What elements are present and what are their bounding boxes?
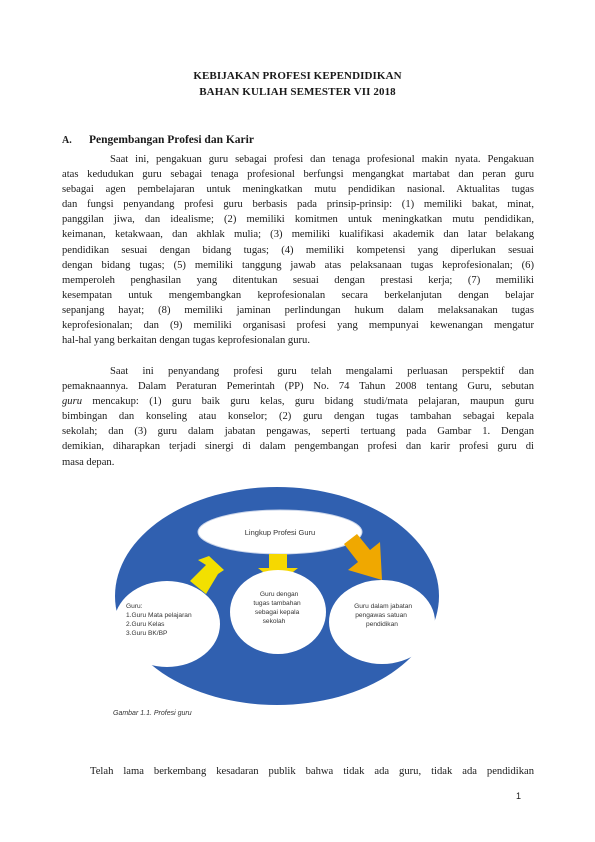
section-heading <box>62 134 254 146</box>
paragraph-line: sebagai agen pembelajaran untuk meningkatkan mutu pendidikan nasional. Aktualitas tugas <box>62 184 534 196</box>
middle-circle-line: Guru dengan <box>259 591 299 598</box>
diagram-svg <box>112 484 442 716</box>
middle-circle-line: tugas tambahan <box>253 600 301 607</box>
page-number: 1 <box>516 791 522 801</box>
paragraph-2 <box>62 364 534 470</box>
paragraph-line: keimanan, ketakwaan, dan akhlak mulia; (3) memiliki kualifikasi akademik dan latar belakang <box>62 229 534 241</box>
right-circle-line: pendidikan <box>366 621 398 628</box>
paragraph-line: sepanjang hayat; (8) memiliki jaminan perlindungan hukum dalam melaksanakan tugas <box>62 304 534 316</box>
paragraph-1 <box>62 152 534 348</box>
paragraph-line: dengan bidang tugas; (5) memiliki tanggung jawab atas pelaksanaan tugas keprofesionalan; (6) <box>62 259 534 271</box>
paragraph-line: panggilan jiwa, dan idealisme; (2) memiliki komitmen untuk meningkatkan mutu pendidikan, <box>62 214 534 226</box>
paragraph-line: atas kedudukan guru sebagai tenaga profesional berfungsi mengangkat martabat dan peran guru <box>62 169 534 181</box>
profession-scope-diagram <box>112 484 442 716</box>
bottom-paragraph-line: Telah lama berkembang kesadaran publik bahwa tidak ada guru, tidak ada pendidikan <box>90 766 534 777</box>
middle-circle-line: sebagai kepala <box>254 609 300 616</box>
paragraph-line: pemaknaannya. Dalam Peraturan Pemerintah (PP) No. 74 Tahun 2008 tentang Guru, sebutan <box>62 381 534 393</box>
paragraph-line: pendidikan sesuai dengan bidang tugas; (4) memiliki kompetensi yang diperlukan sesuai <box>62 244 534 256</box>
paragraph-line: keprofesionalan; dan (9) memiliki organisasi profesi yang mempunyai kewenangan mengatur <box>62 320 534 332</box>
middle-circle-line: sekolah <box>262 618 286 625</box>
paragraph-line: Saat ini, pengakuan guru sebagai profesi dan tenaga profesional makin nyata. Pengakuan <box>110 154 534 165</box>
right-circle-line: Guru dalam jabatan <box>354 603 413 610</box>
section-number: A. <box>62 135 72 146</box>
paragraph-line: bimbingan dan konseling atau konselor; (2) guru dengan tugas tambahan sebagai kepala <box>62 411 534 423</box>
paragraph-line: dan fungsi penyandang profesi guru berbasis pada prinsip-prinsip: (1) memiliki bakat, minat, <box>62 199 534 211</box>
top-oval-label: Lingkup Profesi Guru <box>244 528 316 537</box>
paragraph-line: demikian, diharapkan terjadi sinergi di dalam pengembangan profesi dan karir profesi guru di <box>62 441 534 453</box>
line-text: mencakup: (1) guru baik guru kelas, guru bidang studi/mata pelajaran, maupun guru <box>82 396 534 408</box>
paragraph-line: masa depan. <box>62 456 115 468</box>
paragraph-line: sekolah; dan (3) guru dalam jabatan pengawas, seperti tertuang pada Gambar 1. Dengan <box>62 426 534 438</box>
left-circle-line: 1.Guru Mata pelajaran <box>126 612 192 619</box>
paragraph-line: hal-hal yang berkaitan dengan tugas keprofesionalan guru. <box>62 335 310 347</box>
paragraph-line: kesempatan untuk mengembangkan keprofesionalan secara berkelanjutan dengan belajar <box>62 289 534 301</box>
left-circle-line: 2.Guru Kelas <box>126 621 165 628</box>
section-title: Pengembangan Profesi dan Karir <box>89 134 254 146</box>
paragraph-line: memperoleh penghasilan yang ditentukan sesuai dengan prestasi kerja; (7) memiliki <box>62 274 534 286</box>
right-circle-line: pengawas satuan <box>355 612 407 619</box>
paragraph-line: Saat ini penyandang profesi guru telah mengalami perluasan perspektif dan <box>110 366 534 377</box>
left-circle-line: Guru: <box>126 603 143 610</box>
document-title-line1: KEBIJAKAN PROFESI KEPENDIDIKAN <box>193 70 402 82</box>
document-title-line2: BAHAN KULIAH SEMESTER VII 2018 <box>199 86 396 98</box>
figure-caption: Gambar 1.1. Profesi guru <box>113 710 192 717</box>
italic-term: guru <box>62 396 83 408</box>
paragraph-line <box>62 394 534 409</box>
left-circle-line: 3.Guru BK/BP <box>126 630 168 637</box>
